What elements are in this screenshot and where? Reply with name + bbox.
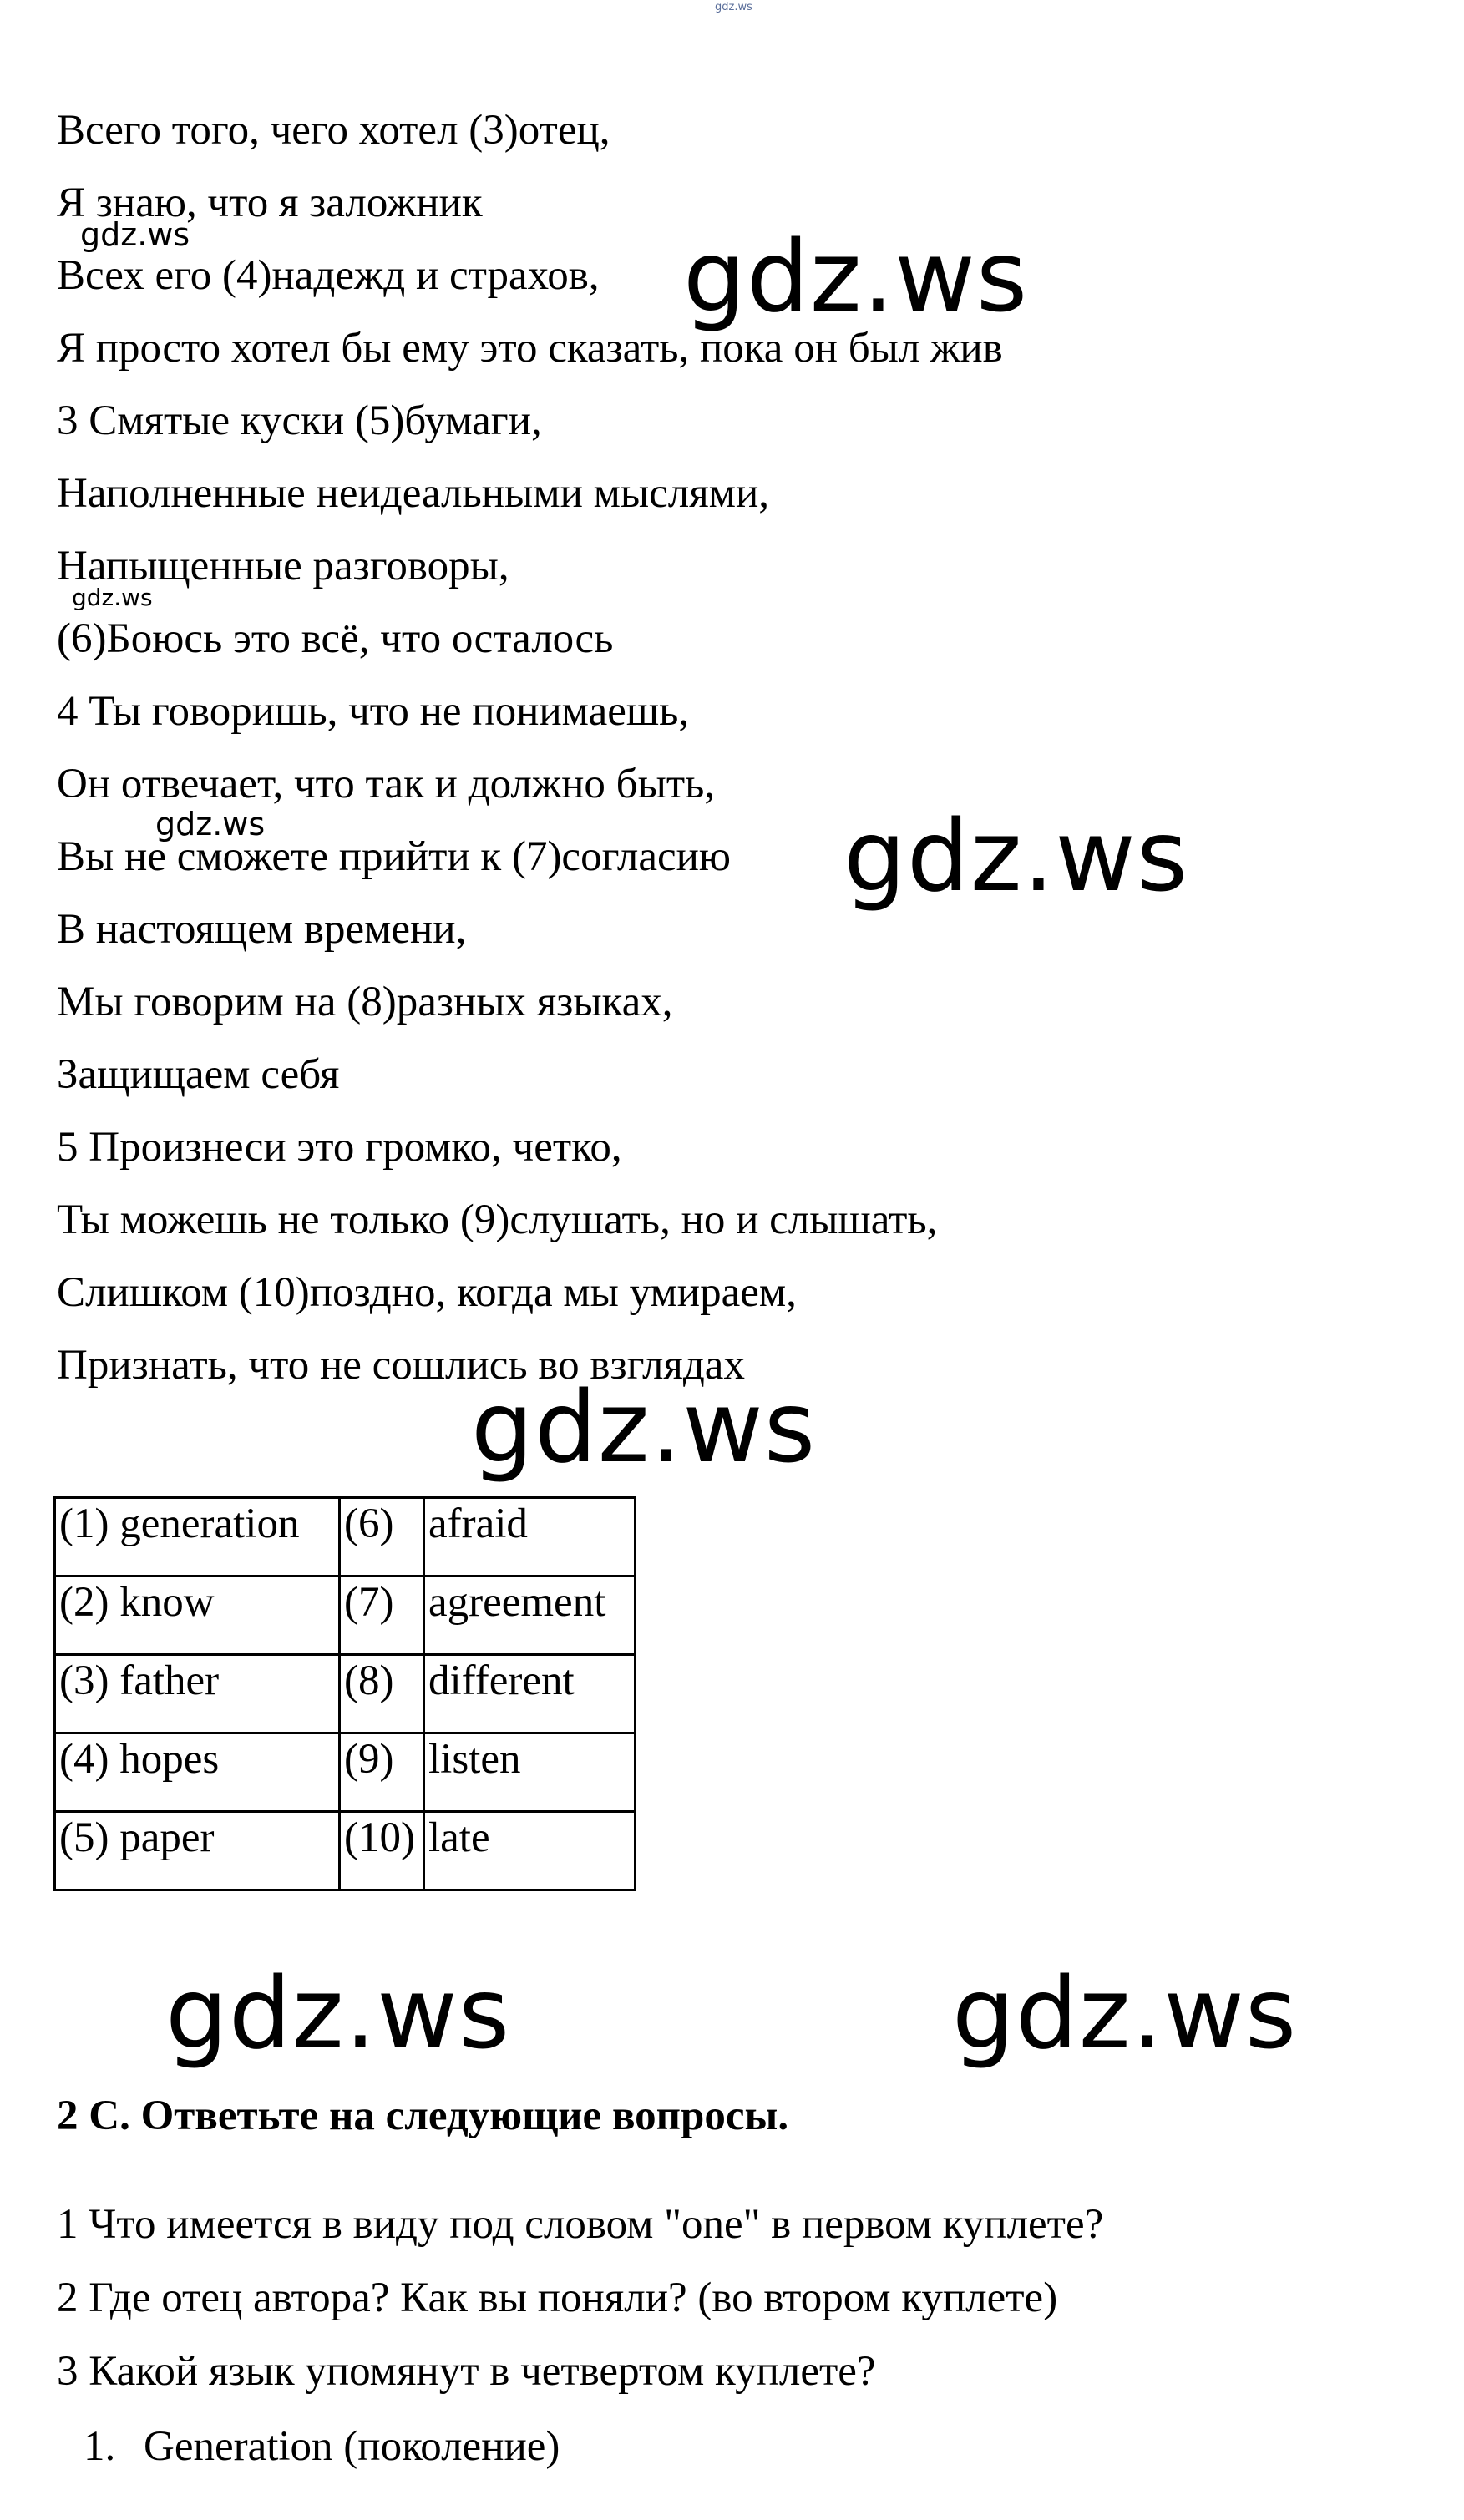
watermark-tiny: gdz.ws [72,584,153,611]
watermark-small: gdz.ws [80,216,190,253]
table-cell: different [424,1655,636,1733]
table-cell: listen [424,1733,636,1812]
watermark-large: gdz.ws [952,1956,1298,2071]
poem-line: Признать, что не сошлись во взглядах [57,1342,745,1389]
question-item: 3 Какой язык упомянут в четвертом куплете? [57,2348,876,2395]
table-row [55,1498,636,1576]
poem-line: Ты можешь не только (9)слушать, но и слышать, [57,1197,938,1243]
poem-line: Мы говорим на (8)разных языках, [57,979,673,1025]
answer-text: Generation (поколение) [144,2423,560,2470]
table-cell: (10) [340,1812,424,1890]
table-cell: (5) paper [55,1812,340,1890]
table-cell: late [424,1812,636,1890]
table-cell: (1) generation [55,1498,340,1576]
table-cell: agreement [424,1576,636,1655]
poem-line: Я знаю, что я заложник [57,180,483,226]
table-cell: (9) [340,1733,424,1812]
section-heading: 2 C. Ответьте на следующие вопросы. [57,2092,789,2139]
poem-line: Вы не сможете прийти к (7)согласию [57,833,732,880]
watermark-small: gdz.ws [155,806,266,843]
poem-line: Наполненные неидеальными мыслями, [57,470,770,517]
watermark-large: gdz.ws [843,798,1189,913]
watermark-large: gdz.ws [683,219,1029,334]
poem-line: Он отвечает, что так и должно быть, [57,761,716,807]
table-cell: (3) father [55,1655,340,1733]
table-cell: (8) [340,1655,424,1733]
poem-line: 3 Смятые куски (5)бумаги, [57,397,542,444]
table-row [55,1733,636,1812]
table-cell: afraid [424,1498,636,1576]
watermark-large: gdz.ws [165,1956,511,2071]
table-cell: (7) [340,1576,424,1655]
poem-line: Всего того, чего хотел (3)отец, [57,107,610,154]
question-item: 1 Что имеется в виду под словом "one" в первом куплете? [57,2201,1104,2248]
poem-line: Слишком (10)поздно, когда мы умираем, [57,1269,797,1316]
table-row [55,1655,636,1733]
table-cell: (2) know [55,1576,340,1655]
table-row [55,1812,636,1890]
poem-line: Я просто хотел бы ему это сказать, пока он был жив [57,325,1003,372]
table-row [55,1576,636,1655]
question-item: 2 Где отец автора? Как вы поняли? (во втором куплете) [57,2275,1058,2321]
watermark-top: gdz.ws [715,1,752,13]
poem-line: Защищаем себя [57,1051,340,1098]
table-cell: (4) hopes [55,1733,340,1812]
vocabulary-table [53,1496,636,1891]
poem-line: 4 Ты говоришь, что не понимаешь, [57,688,690,735]
table-cell: (6) [340,1498,424,1576]
answer-item [84,2421,560,2472]
poem-line: 5 Произнеси это громко, четко, [57,1124,622,1171]
watermark-large: gdz.ws [471,1369,817,1485]
poem-line: В настоящем времени, [57,906,467,953]
answer-number: 1. [84,2423,116,2470]
poem-line: Всех его (4)надежд и страхов, [57,252,600,299]
poem-line: (6)Боюсь это всё, что осталось [57,615,614,662]
poem-line: Напыщенные разговоры, [57,543,509,590]
